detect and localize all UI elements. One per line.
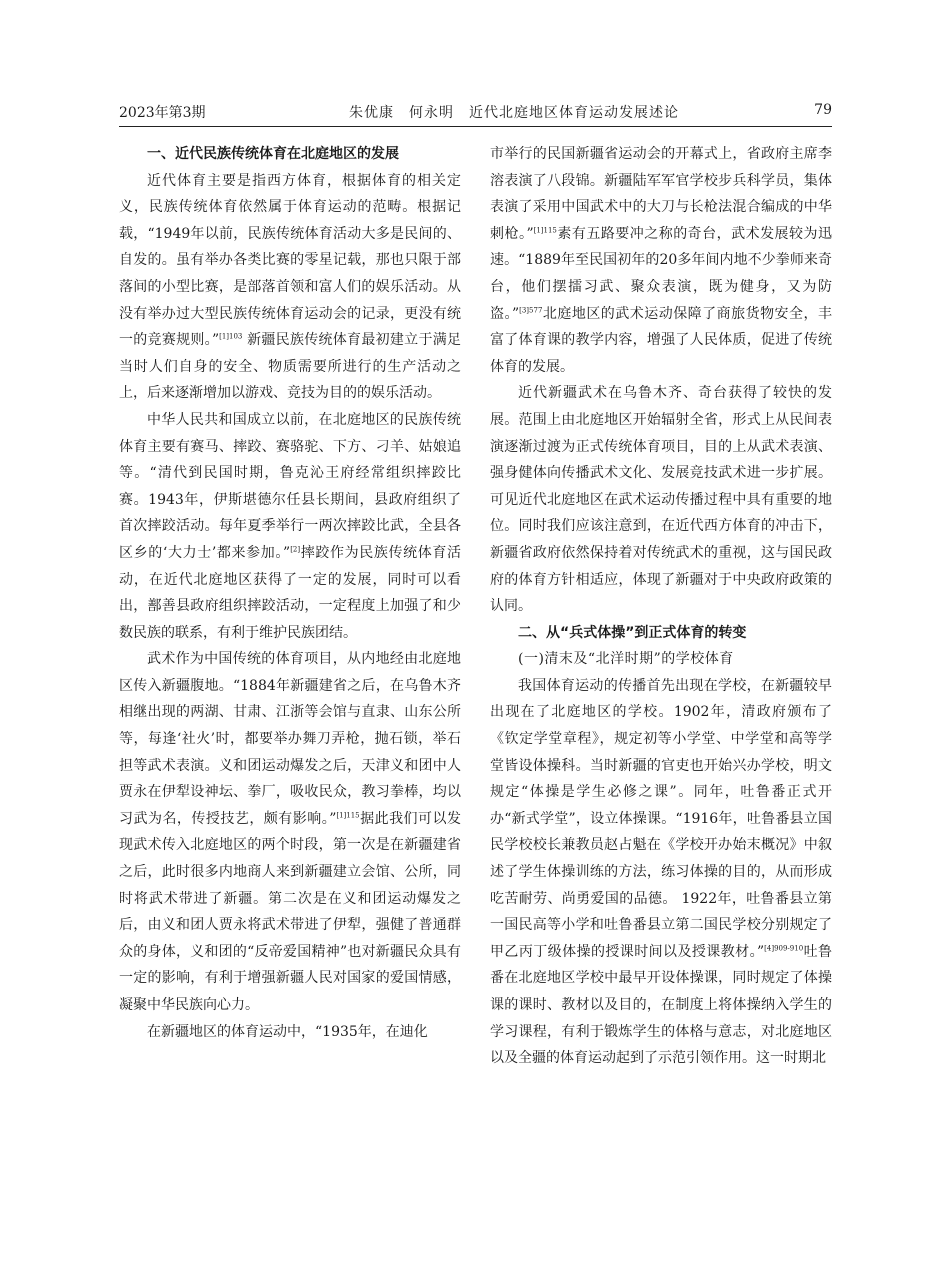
paragraph [490,141,832,380]
running-header [119,100,832,126]
paragraph-text: 市举行的民国新疆省运动会的开幕式上，省政府主席李溶表演了八段锦。新疆陆军军官学校步兵科学员，集体表演了采用中国武术中的大刀与长枪法混合编成的中华刺枪。” [490,146,832,242]
citation: [1]115 [336,811,360,820]
citation: [2] [290,545,301,554]
citation: [3]577 [519,305,543,314]
paragraph-text: 近代新疆武术在乌鲁木齐、奇台获得了较快的发展。范围上由北庭地区开始辐射全省，形式上从民间表演逐渐过渡为正式传统体育项目，目的上从武术表演、强身健体向传播武术文化、发展竞技武术进一步扩展。可见近代北庭地区在武术运动传播过程中具有重要的地位。同时我们应该注意到，在近代西方体育的冲击下，新疆省政府依然保持着对传统武术的重视，这与国民政府的体育方针相适应，体现了新疆对于中央政府政策的认同。 [490,385,832,615]
paragraph-text: 北庭地区的武术运动保障了商旅货物安全，丰富了体育课的教学内容，增强了人民体质，促进了传统体育的发展。 [490,305,832,375]
left-column [119,141,461,1045]
paragraph [490,380,832,619]
citation: [1]103 [219,332,243,341]
paragraph [119,407,461,646]
article-running-title: 朱优康 何永明 近代北庭地区体育运动发展述论 [349,105,679,121]
paragraph-text: 我国体育运动的传播首先出现在学校，在新疆较早出现在了北庭地区的学校。1902年，清政府颁布了《钦定学堂章程》，规定初等小学堂、中学堂和高等学堂皆设体操科。当时新疆的官吏也开始兴办学校，明文规定“体操是学生必修之课”。同年，吐鲁番正式开办“新式学堂”，设立体操课。“1916年，吐鲁番县立国民学校校长兼教员赵占魁在《学校开办始末概况》中叙述了学生体操训练的方法，练习体操的目的，从而形成吃苦耐劳、尚勇爱国的品德。 1922年，吐鲁番县立第一国民高等小学和吐鲁番县立第二国民学校分别规定了甲乙丙丁级体操的授课时间以及授课教材。” [490,677,832,960]
paragraph-text: 武术作为中国传统的体育项目，从内地经由北庭地区传入新疆腹地。“1884年新疆建省之后，在乌鲁木齐相继出现的两湖、甘肃、江浙等会馆与直隶、山东公所等，每逢‘社火’时，都要举办舞刀弄枪，抛石锁，举石担等武术表演。义和团运动爆发之后，天津义和团中人贾永在伊犁设神坛、拳厂，吸收民众，教习拳棒，均以习武为名，传授技艺，颇有影响。” [119,651,461,827]
citation: [4]909-910 [764,944,804,953]
right-column [490,141,832,1072]
citation: [1]115 [533,226,557,235]
page-number: 79 [814,102,832,118]
section-heading-2: 二、从“兵式体操”到正式体育的转变 [518,624,747,641]
subsection-heading: (一)清末及“北洋时期”的学校体育 [518,651,734,668]
paragraph-text: 摔跤作为民族传统体育活动，在近代北庭地区获得了一定的发展，同时可以看出，鄯善县政府组织摔跤活动，一定程度上加强了和少数民族的联系，有利于维护民族团结。 [119,544,462,641]
paragraph [119,1019,461,1046]
paragraph-text: 中华人民共和国成立以前，在北庭地区的民族传统体育主要有赛马、摔跤、赛骆驼、下方、刁羊、姑娘追等。“清代到民国时期，鲁克沁王府经常组织摔跤比赛。1943年，伊斯堪德尔任县长期间，县政府组织了首次摔跤活动。每年夏季举行一两次摔跤比武，全县各区乡的‘大力士’都来参加。” [119,411,461,561]
paragraph [119,168,461,407]
paragraph-text: 素有五路要冲之称的奇台，武术发展较为迅速。“1889年至民国初年的20多年间内地不少拳师来奇台，他们摆擂习武、聚众表演，既为健身，又为防盗。” [490,225,832,322]
paragraph-text: 在新疆地区的体育运动中，“1935年，在迪化 [147,1023,428,1040]
paragraph [490,673,832,1072]
paragraph-text: 吐鲁番在北庭地区学校中最早开设体操课，同时规定了体操课的课时、教材以及目的，在制度上将体操纳入学生的学习课程，有利于锻炼学生的体格与意志，对北庭地区以及全疆的体育运动起到了示范引领作用。这一时期北 [490,943,833,1067]
paragraph-text: 据此我们可以发现武术传入北庭地区的两个时段，第一次是在新疆建省之后，此时很多内地商人来到新疆建立会馆、公所，同时将武术带进了新疆。第二次是在义和团运动爆发之后，由义和团人贾永将武术带进了伊犁，强健了普通群众的身体，义和团的“反帝爱国精神”也对新疆民众具有一定的影响，有利于增强新疆人民对国家的爱国情感，凝聚中华民族向心力。 [119,810,461,1013]
section-heading-1: 一、近代民族传统体育在北庭地区的发展 [147,146,399,162]
journal-issue: 2023年第3期 [119,105,206,121]
paragraph-text: 近代体育主要是指西方体育，根据体育的相关定义，民族传统体育依然属于体育运动的范畴。根据记载，“1949年以前，民族传统体育活动大多是民间的、自发的。虽有举办各类比赛的零星记载，那也只限于部落间的小型比赛，是部落首领和富人们的娱乐活动。从没有举办过大型民族传统体育运动会的记录，更没有统一的竞赛规则。” [119,172,461,349]
paragraph [119,646,461,1018]
header-rule [119,126,832,127]
paragraph-text: 新疆民族传统体育最初建立于满足当时人们自身的安全、物质需要所进行的生产活动之上，后来逐渐增加以游戏、竞技为目的的娱乐活动。 [119,332,461,402]
